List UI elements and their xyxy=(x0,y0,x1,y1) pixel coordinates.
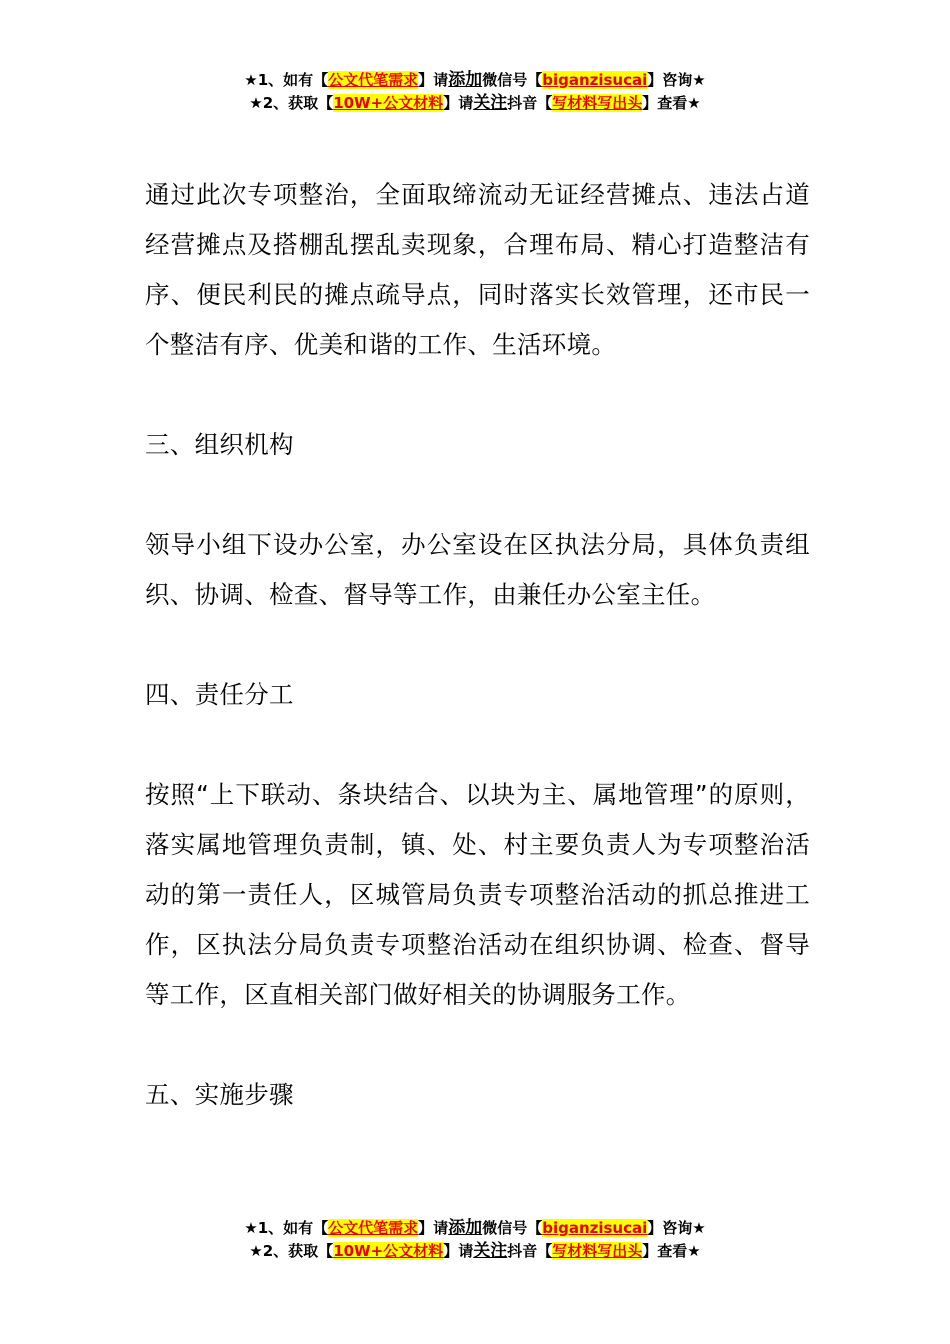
banner-text: 】查看★ xyxy=(642,94,701,112)
banner-text: 】请 xyxy=(443,1242,474,1260)
banner-text: 抖音【 xyxy=(507,94,553,112)
banner-text: ★1、如有【 xyxy=(244,71,329,89)
banner-line-2 xyxy=(0,1240,950,1263)
banner-text: 】请 xyxy=(443,94,474,112)
banner-text: ★2、获取【 xyxy=(249,1242,334,1260)
banner-highlight: biganzisucai xyxy=(542,71,648,89)
banner-line-2 xyxy=(0,92,950,115)
banner-highlight: biganzisucai xyxy=(542,1219,648,1237)
banner-highlight: 写材料写出头 xyxy=(552,1242,643,1260)
banner-highlight: 10W+公文材料 xyxy=(333,1242,444,1260)
banner-text: 】请 xyxy=(418,1219,449,1237)
banner-line-1 xyxy=(0,1217,950,1240)
banner-emphasis: 添加 xyxy=(448,70,483,90)
section-heading-organization: 三、组织机构 xyxy=(145,430,294,459)
banner-text: 微信号【 xyxy=(482,71,543,89)
banner-text: 】查看★ xyxy=(642,1242,701,1260)
section-heading-responsibility: 四、责任分工 xyxy=(145,680,294,709)
banner-highlight: 写材料写出头 xyxy=(552,94,643,112)
banner-line-1 xyxy=(0,69,950,92)
banner-text: ★2、获取【 xyxy=(249,94,334,112)
footer-banner xyxy=(0,1217,950,1263)
banner-text: 微信号【 xyxy=(482,1219,543,1237)
paragraph-goal: 通过此次专项整治，全面取缔流动无证经营摊点、违法占道经营摊点及搭棚乱摆乱卖现象，合理布局、精心打造整洁有序、便民利民的摊点疏导点，同时落实长效管理，还市民一个整洁有序、优美和谐的工作、生活环境。 xyxy=(145,180,810,359)
banner-emphasis: 关注 xyxy=(473,1241,508,1261)
banner-text: 】咨询★ xyxy=(647,1219,706,1237)
banner-emphasis: 关注 xyxy=(473,93,508,113)
header-banner xyxy=(0,69,950,115)
section-heading-steps: 五、实施步骤 xyxy=(145,1080,294,1109)
banner-highlight: 公文代笔需求 xyxy=(328,1219,419,1237)
paragraph-organization: 领导小组下设办公室，办公室设在区执法分局，具体负责组织、协调、检查、督导等工作，由兼任办公室主任。 xyxy=(145,530,810,609)
document-body xyxy=(145,170,810,1170)
banner-highlight: 公文代笔需求 xyxy=(328,71,419,89)
paragraph-responsibility: 按照“上下联动、条块结合、以块为主、属地管理”的原则，落实属地管理负责制，镇、处、村主要负责人为专项整治活动的第一责任人，区城管局负责专项整治活动的抓总推进工作，区执法分局负责专项整治活动在组织协调、检查、督导等工作，区直相关部门做好相关的协调服务工作。 xyxy=(145,780,810,1009)
banner-text: 抖音【 xyxy=(507,1242,553,1260)
banner-emphasis: 添加 xyxy=(448,1218,483,1238)
banner-highlight: 10W+公文材料 xyxy=(333,94,444,112)
banner-text: 】请 xyxy=(418,71,449,89)
banner-text: 】咨询★ xyxy=(647,71,706,89)
banner-text: ★1、如有【 xyxy=(244,1219,329,1237)
